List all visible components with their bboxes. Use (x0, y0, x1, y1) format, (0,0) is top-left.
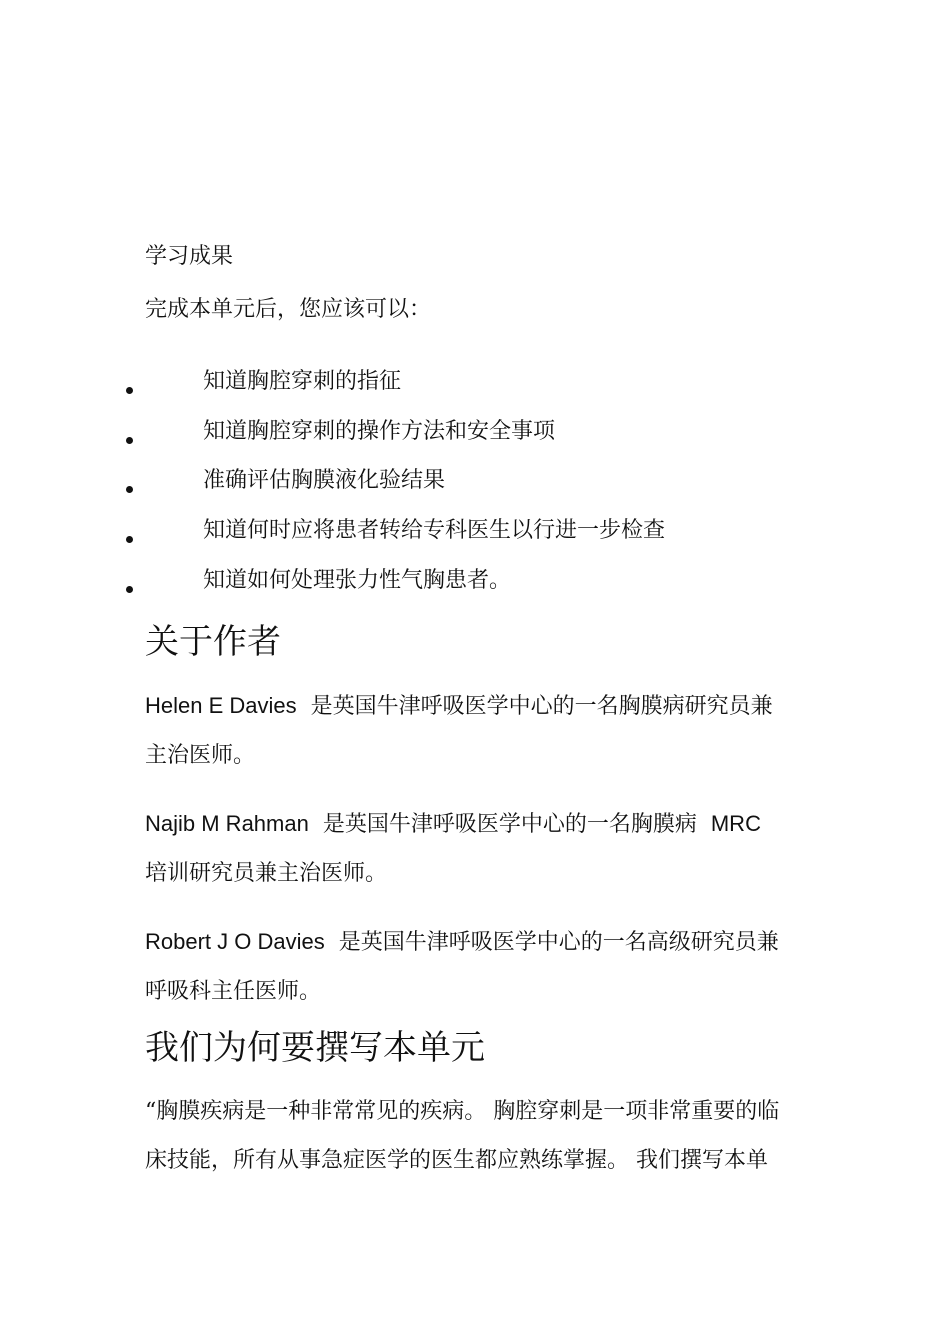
list-item-text: 知道胸腔穿刺的操作方法和安全事项 (203, 419, 556, 444)
bullet-dot-icon (126, 486, 133, 493)
author-paragraph (145, 799, 813, 898)
author-name: Najib M Rahman (145, 811, 309, 836)
author-line (145, 799, 813, 849)
author-name: Helen E Davies (145, 693, 297, 718)
list-item (0, 564, 800, 604)
author-desc: 是英国牛津呼吸医学中心的一名高级研究员兼 (338, 930, 779, 955)
why-line: “胸膜疾病是一种非常常见的疾病。 胸腔穿刺是一项非常重要的临 (145, 1099, 780, 1124)
author-desc: 是英国牛津呼吸医学中心的一名胸膜病 (322, 812, 697, 837)
author-name: Robert J O Davies (145, 929, 325, 954)
list-item-text: 知道胸腔穿刺的指征 (203, 369, 402, 394)
author-line: 培训研究员兼主治医师。 (145, 861, 388, 886)
author-line: 呼吸科主任医师。 (145, 979, 322, 1004)
why-line: 床技能，所有从事急症医学的医生都应熟练掌握。 我们撰写本单 (145, 1148, 768, 1173)
bullet-dot-icon (126, 536, 133, 543)
list-item (0, 464, 800, 504)
bullet-dot-icon (126, 387, 133, 394)
list-item-text: 知道如何处理张力性气胸患者。 (203, 568, 512, 593)
author-line (145, 681, 813, 731)
list-item (0, 514, 800, 554)
author-desc: 是英国牛津呼吸医学中心的一名胸膜病研究员兼 (310, 694, 773, 719)
author-paragraph (145, 681, 813, 780)
why-paragraph (145, 1087, 813, 1185)
author-line: 主治医师。 (145, 743, 256, 768)
author-line (145, 917, 813, 967)
author-extra: MRC (710, 811, 761, 836)
author-paragraph (145, 917, 813, 1016)
learning-outcomes-intro: 完成本单元后，您应该可以： (145, 297, 432, 322)
list-item-text: 准确评估胸膜液化验结果 (203, 468, 446, 493)
list-item-text: 知道何时应将患者转给专科医生以行进一步检查 (203, 518, 666, 543)
list-item (0, 415, 800, 455)
bullet-dot-icon (126, 586, 133, 593)
about-authors-heading: 关于作者 (145, 622, 281, 662)
why-heading: 我们为何要撰写本单元 (145, 1028, 485, 1068)
bullet-dot-icon (126, 437, 133, 444)
learning-outcomes-title: 学习成果 (145, 244, 234, 269)
list-item (0, 365, 800, 405)
